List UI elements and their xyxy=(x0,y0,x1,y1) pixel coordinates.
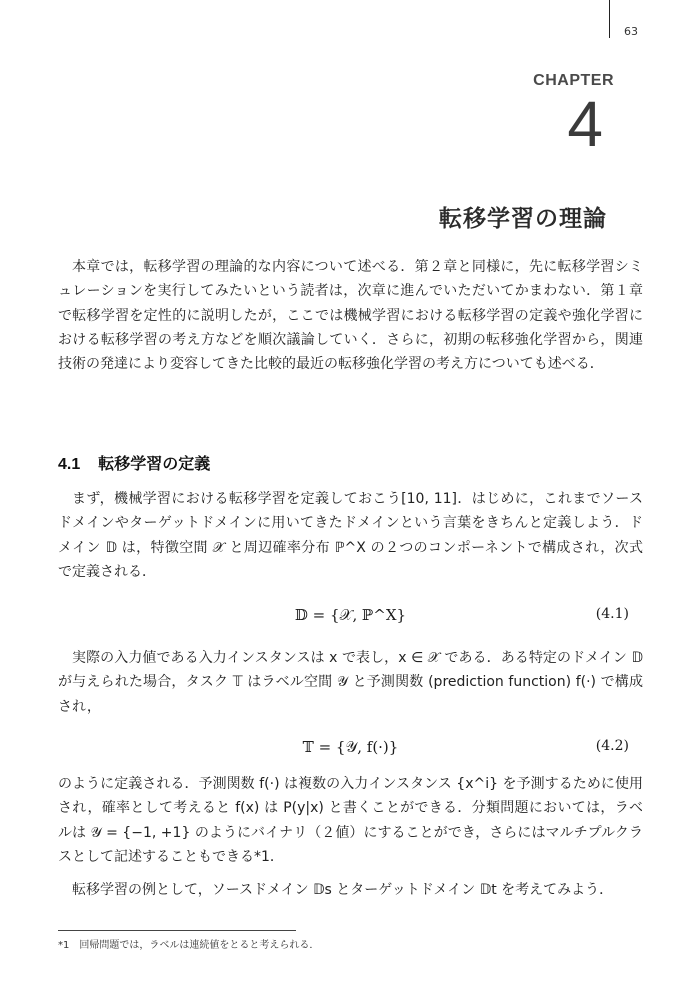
equation-number: (4.2) xyxy=(595,738,629,754)
equation-number: (4.1) xyxy=(595,606,629,622)
intro-paragraph: 本章では，転移学習の理論的な内容について述べる．第２章と同様に，先に転移学習シミュレーションを実行してみたいという読者は，次章に進んでいただいてかまわない．第１章で転移学習を定性的に説明したが，ここでは機械学習における転移学習の定義や強化学習における転移学習の考え方などを順次議論していく．さらに，初期の転移強化学習から，関連技術の発達により変容してきた比較的最近の転移強化学習の考え方についても述べる． xyxy=(58,259,643,373)
equation-4-1 xyxy=(58,606,643,630)
page-corner-rule xyxy=(609,0,610,38)
section-title: 転移学習の定義 xyxy=(98,454,211,473)
equation-body: 𝔻 = {𝒳, ℙ^X} xyxy=(294,606,407,624)
footnote-rule xyxy=(58,930,296,931)
paragraph-example: 転移学習の例として，ソースドメイン 𝔻s とターゲットドメイン 𝔻t を考えてみよう． xyxy=(72,882,614,898)
equation-4-2 xyxy=(58,738,643,762)
paragraph-domain-definition: まず，機械学習における転移学習を定義しておこう[10, 11]．はじめに，これまでソースドメインやターゲットドメインに用いてきたドメインという言葉をきちんと定義しよう．ドメイン 𝔻 は，特徴空間 𝒳 と周辺確率分布 ℙ^X の２つのコンポーネントで構成され，次式で定義される． xyxy=(58,491,643,580)
chapter-title: 転移学習の理論 xyxy=(439,206,607,232)
paragraph-task-definition: 実際の入力値である入力インスタンスは x で表し，x ∈ 𝒳 である．ある特定のドメイン 𝔻 が与えられた場合，タスク 𝕋 はラベル空間 𝒴 と予測関数 (prediction function) f(·) で構成され， xyxy=(58,650,643,715)
chapter-label: CHAPTER xyxy=(533,72,614,89)
chapter-number: 4 xyxy=(567,88,603,160)
page-number: 63 xyxy=(624,25,638,38)
paragraph-prediction-function: のように定義される．予測関数 f(·) は複数の入力インスタンス {x^i} を予測するために使用され，確率として考えると f(x) は P(y|x) と書くことができる．分類問題においては，ラベルは 𝒴 = {−1, +1} のようにバイナリ（２値）にすることができ，さらにはマルチプルクラスとして記述することもできる*1． xyxy=(58,776,643,865)
equation-body: 𝕋 = {𝒴, f(·)} xyxy=(302,738,399,756)
section-heading xyxy=(58,451,210,474)
footnote: *1 回帰問題では，ラベルは連続値をとると考えられる． xyxy=(58,940,320,951)
section-number: 4.1 xyxy=(58,456,81,473)
